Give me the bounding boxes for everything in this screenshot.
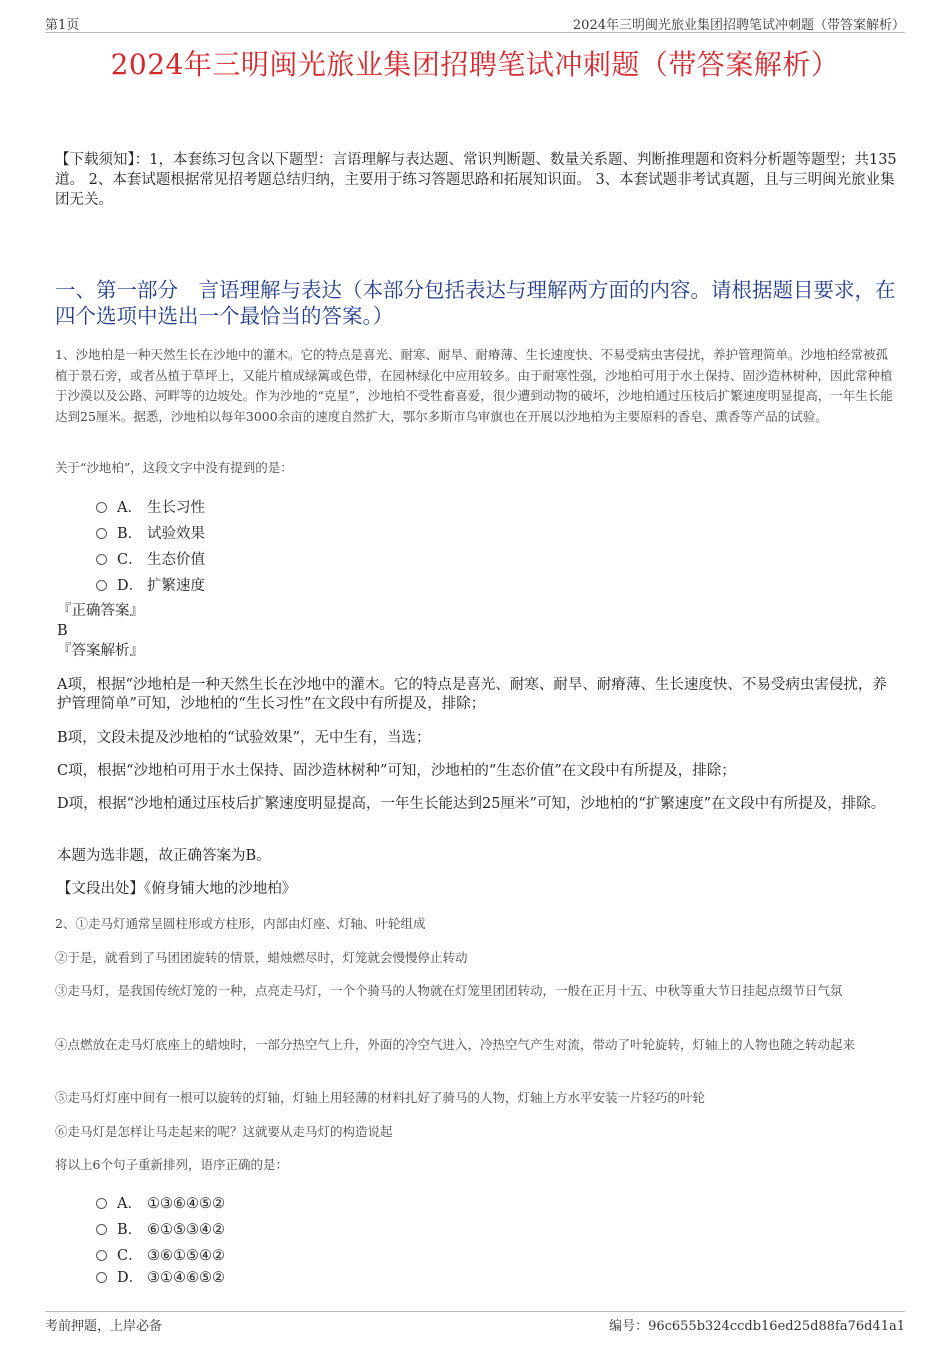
- radio-icon[interactable]: [96, 1224, 107, 1235]
- footer-slogan: 考前押题，上岸必备: [45, 1319, 163, 1334]
- q1-passage: 1、沙地柏是一种天然生长在沙地中的灌木。它的特点是喜光、耐寒、耐旱、耐瘠薄、生长速度快、不易受病虫害侵扰，养护管理简单。沙地柏经常被孤植于景石旁，或者丛植于草坪上，又能片植成绿篱或色带，在园林绿化中应用较多。由于耐寒性强，沙地柏可用于水土保持、固沙造林树种，因此常种植于沙漠以及公路、河畔等的边坡处。作为沙地的“克星”，沙地柏不受牲畜喜爱，很少遭到动物的破坏，沙地柏通过压枝后扩繁速度明显提高，一年生长能达到25厘米。据悉，沙地柏以每年3000余亩的速度自然扩大，鄂尔多斯市乌审旗也在开展以沙地柏为主要原料的香皂、熏香等产品的试验。: [55, 347, 893, 424]
- analysis-a: A项，根据“沙地柏是一种天然生长在沙地中的灌木。它的特点是喜光、耐寒、耐旱、耐瘠薄、生长速度快、不易受病虫害侵扰，养护管理简单”可知，沙地柏的“生长习性”在文段中有所提及，排除；: [57, 677, 887, 712]
- q2-option-d[interactable]: D． ③①④⑥⑤②: [96, 1266, 225, 1286]
- page-number: 第1页: [45, 18, 80, 33]
- radio-icon[interactable]: [96, 1198, 107, 1209]
- q1-option-c[interactable]: C． 生态价值: [96, 548, 205, 568]
- q2-sentence-1: 2、①走马灯通常呈圆柱形或方柱形，内部由灯座、灯轴、叶轮组成: [55, 916, 426, 931]
- radio-icon[interactable]: [96, 1250, 107, 1261]
- q1-option-a[interactable]: A． 生长习性: [96, 496, 205, 516]
- q2-sentence-6: ⑥走马灯是怎样让马走起来的呢？这就要从走马灯的构造说起: [55, 1124, 393, 1139]
- q2-option-a[interactable]: A． ①③⑥④⑤②: [96, 1192, 225, 1212]
- q2-sentence-2: ②于是，就看到了马团团旋转的情景，蜡烛燃尽时，灯笼就会慢慢停止转动: [55, 950, 468, 965]
- section-title: 一、第一部分 言语理解与表达（本部分包括表达与理解两方面的内容。请根据题目要求，在四个选项中选出一个最恰当的答案。）: [55, 278, 896, 328]
- radio-icon[interactable]: [96, 1272, 107, 1283]
- analysis-d: D项，根据“沙地柏通过压枝后扩繁速度明显提高，一年生长能达到25厘米”可知，沙地柏的“扩繁速度”在文段中有所提及，排除。: [57, 796, 886, 812]
- answer-label: 『正确答案』: [57, 603, 144, 619]
- q2-option-c[interactable]: C． ③⑥①⑤④②: [96, 1244, 225, 1264]
- q2-question: 将以上6个句子重新排列，语序正确的是：: [55, 1157, 288, 1172]
- radio-icon[interactable]: [96, 528, 107, 539]
- q1-question: 关于“沙地柏”，这段文字中没有提到的是：: [55, 460, 293, 475]
- q2-sentence-3: ③走马灯，是我国传统灯笼的一种，点亮走马灯，一个个骑马的人物就在灯笼里团团转动，一般在正月十五、中秋等重大节日挂起点缀节日气氛: [55, 983, 843, 998]
- page-footer: [45, 1311, 905, 1334]
- q2-sentence-4: ④点燃放在走马灯底座上的蜡烛时，一部分热空气上升，外面的冷空气进入，冷热空气产生对流，带动了叶轮旋转，灯轴上的人物也随之转动起来: [55, 1037, 856, 1052]
- page-header: [45, 12, 905, 33]
- q2-sentence-5: ⑤走马灯灯座中间有一根可以旋转的灯轴，灯轴上用轻薄的材料扎好了骑马的人物，灯轴上方水平安装一片轻巧的叶轮: [55, 1090, 706, 1105]
- source-citation: 【文段出处】《俯身铺大地的沙地柏》: [57, 881, 297, 897]
- radio-icon[interactable]: [96, 502, 107, 513]
- radio-icon[interactable]: [96, 554, 107, 565]
- answer-value: B: [57, 623, 68, 639]
- footer-doc-id: 编号：96c655b324ccdb16ed25d88fa76d41a1: [609, 1319, 905, 1334]
- download-notice: 【下载须知】：1，本套练习包含以下题型：言语理解与表达题、常识判断题、数量关系题、判断推理题和资料分析题等题型；共135道。 2、本套试题根据常见招考题总结归纳，主要用于练习答题思路和拓展知识面。 3、本套试题非考试真题，且与三明闽光旅业集团无关。: [55, 152, 897, 208]
- q2-option-b[interactable]: B． ⑥①⑤③④②: [96, 1218, 225, 1238]
- radio-icon[interactable]: [96, 580, 107, 591]
- analysis-label: 『答案解析』: [57, 643, 144, 659]
- page-title: 2024年三明闽光旅业集团招聘笔试冲刺题（带答案解析）: [110, 48, 840, 81]
- q1-option-b[interactable]: B． 试验效果: [96, 522, 205, 542]
- header-doc-title: 2024年三明闽光旅业集团招聘笔试冲刺题（带答案解析）: [572, 18, 905, 33]
- q1-option-d[interactable]: D． 扩繁速度: [96, 574, 205, 594]
- analysis-c: C项，根据“沙地柏可用于水土保持、固沙造林树种”可知，沙地柏的“生态价值”在文段中有所提及，排除；: [57, 763, 736, 779]
- analysis-conclusion: 本题为选非题，故正确答案为B。: [57, 848, 271, 864]
- analysis-b: B项，文段未提及沙地柏的“试验效果”，无中生有，当选；: [57, 730, 431, 746]
